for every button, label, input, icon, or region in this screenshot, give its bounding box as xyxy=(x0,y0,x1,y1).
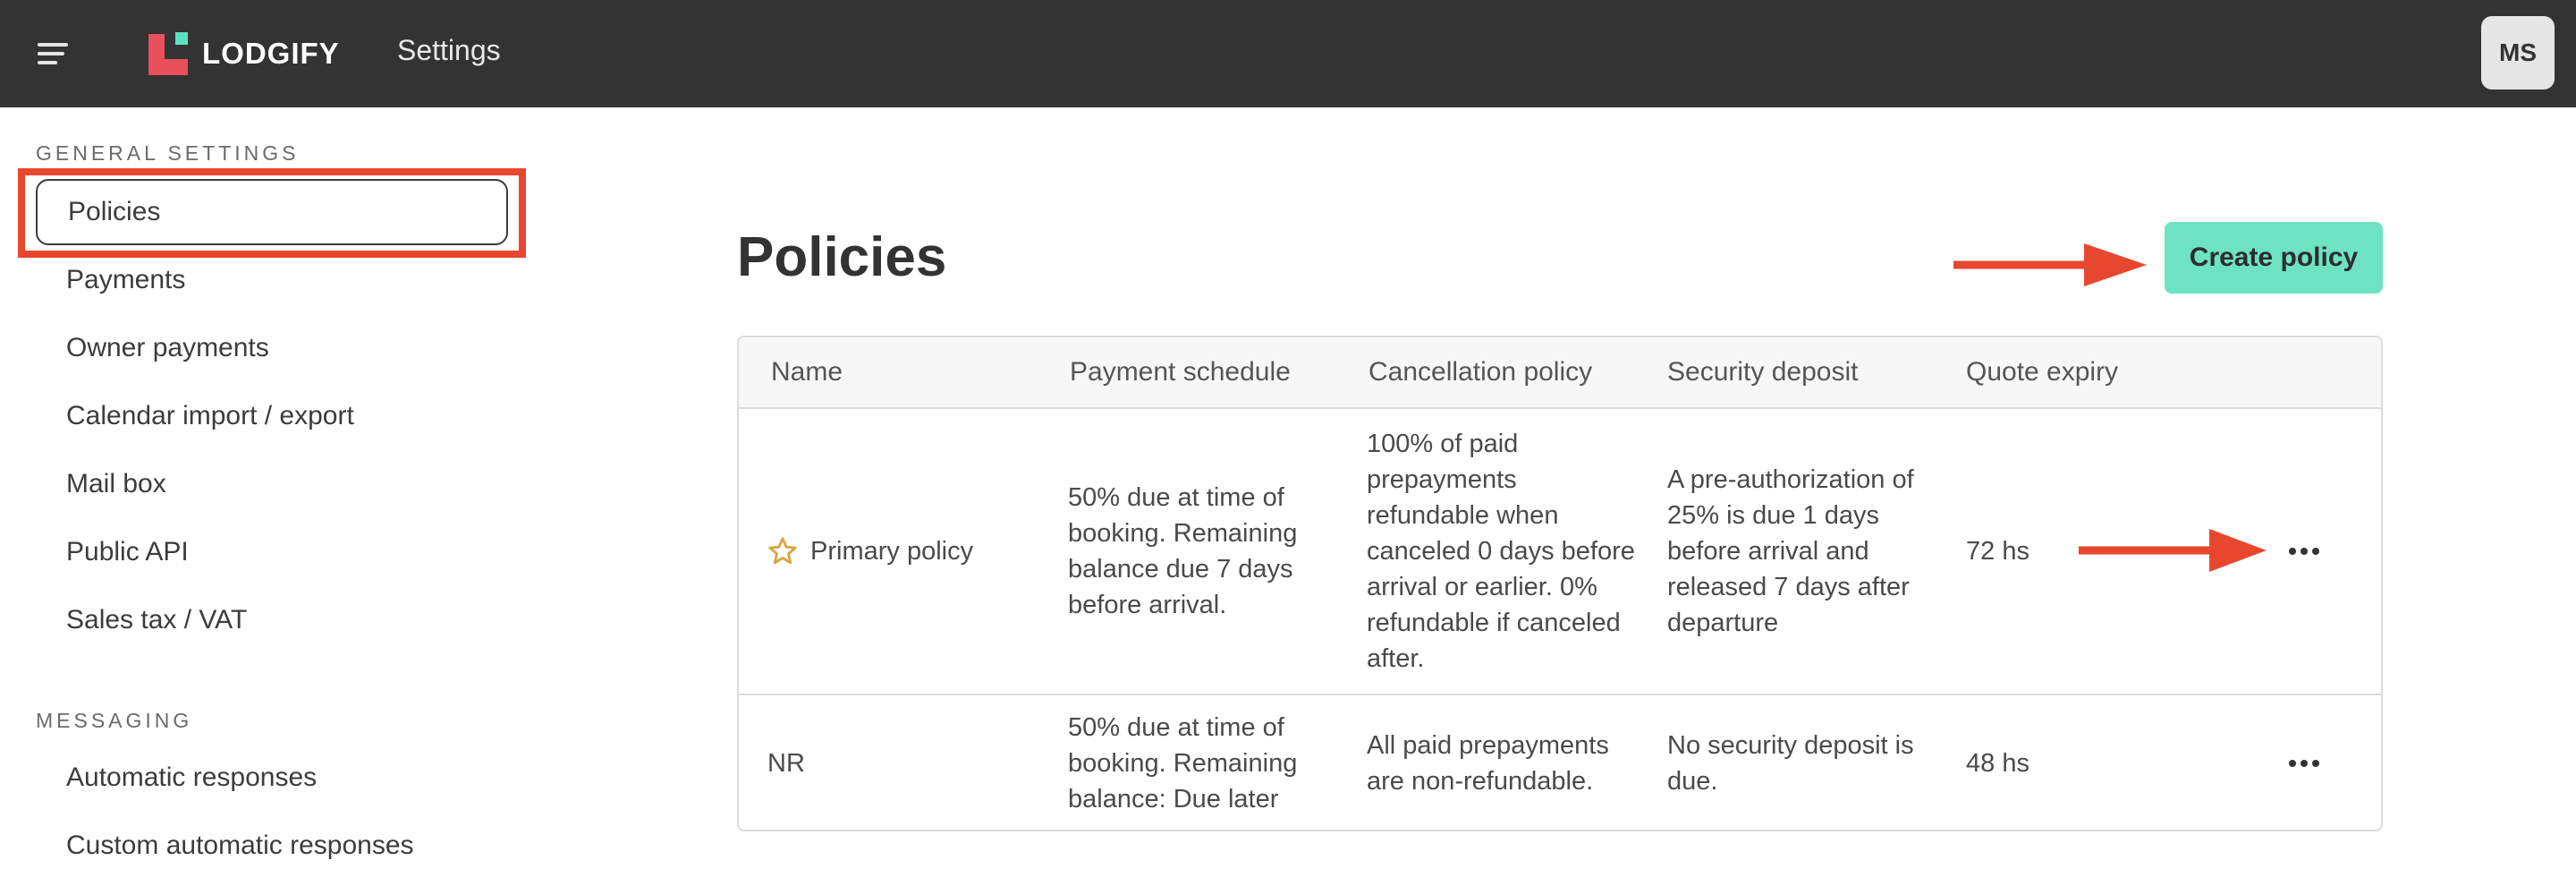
policies-table xyxy=(737,336,2383,831)
column-header-name[interactable]: Name xyxy=(771,357,843,387)
column-header-quote-expiry[interactable]: Quote expiry xyxy=(1966,357,2119,387)
sidebar-item-owner-payments[interactable]: Owner payments xyxy=(66,333,269,362)
payment-schedule-text: 50% due at time of booking. Remaining balance due 7 days before arrival. xyxy=(1068,483,1298,619)
annotation-highlight-box xyxy=(18,168,526,258)
lodgify-logo[interactable] xyxy=(148,32,340,75)
page-title: Policies xyxy=(737,226,947,288)
security-deposit-text: A pre-authorization of 25% is due 1 days before arrival and released 7 days after departure xyxy=(1667,465,1914,637)
sidebar-item-sales-tax-vat[interactable]: Sales tax / VAT xyxy=(66,605,248,635)
sidebar-item-automatic-responses[interactable]: Automatic responses xyxy=(66,762,318,792)
annotation-arrow-create xyxy=(1950,240,2150,290)
logo-text: LODGIFY xyxy=(202,37,340,70)
star-icon[interactable] xyxy=(767,536,798,567)
annotation-arrow-more xyxy=(2075,525,2270,575)
sidebar-item-policies[interactable]: Policies xyxy=(36,179,508,245)
quote-expiry-cell xyxy=(1966,409,2029,694)
general-settings-heading: GENERAL SETTINGS xyxy=(36,141,300,165)
cancellation-policy-cell xyxy=(1367,409,1646,694)
policy-name-cell xyxy=(767,409,973,694)
table-header xyxy=(739,337,2381,409)
more-options-icon[interactable] xyxy=(2286,533,2322,569)
policy-name-cell xyxy=(767,695,805,831)
table-row[interactable] xyxy=(739,695,2381,831)
payment-schedule-text: 50% due at time of booking. Remaining balance: Due later xyxy=(1068,713,1298,814)
quote-expiry-text: 72 hs xyxy=(1966,537,2029,566)
column-header-security-deposit[interactable]: Security deposit xyxy=(1667,357,1859,387)
more-options-icon[interactable] xyxy=(2286,745,2322,781)
sidebar-item-public-api[interactable]: Public API xyxy=(66,537,189,567)
column-header-payment-schedule[interactable]: Payment schedule xyxy=(1070,357,1291,387)
quote-expiry-cell xyxy=(1966,695,2029,831)
top-bar xyxy=(0,0,2576,107)
quote-expiry-text: 48 hs xyxy=(1966,749,2029,778)
sidebar-item-payments[interactable]: Payments xyxy=(66,265,186,294)
page-section-title: Settings xyxy=(397,34,501,66)
payment-schedule-cell xyxy=(1068,409,1336,694)
cancellation-policy-cell xyxy=(1367,695,1646,831)
sidebar-item-mail-box[interactable]: Mail box xyxy=(66,469,166,498)
security-deposit-cell xyxy=(1667,695,1945,831)
lodgify-logo-icon xyxy=(148,32,190,75)
table-row[interactable] xyxy=(739,409,2381,695)
policy-name: Primary policy xyxy=(810,537,974,566)
security-deposit-cell xyxy=(1667,409,1945,694)
sidebar-item-calendar-import-export[interactable]: Calendar import / export xyxy=(66,401,354,430)
security-deposit-text: No security deposit is due. xyxy=(1667,731,1914,796)
payment-schedule-cell xyxy=(1068,695,1336,831)
messaging-heading: MESSAGING xyxy=(36,709,193,732)
policy-name: NR xyxy=(767,749,805,778)
hamburger-menu-icon[interactable] xyxy=(38,41,68,66)
sidebar-item-custom-automatic-responses[interactable]: Custom automatic responses xyxy=(66,831,414,860)
cancellation-policy-text: 100% of paid prepayments refundable when canceled 0 days before arrival or earlier. 0% refundable if canceled after. xyxy=(1367,430,1635,673)
cancellation-policy-text: All paid prepayments are non-refundable. xyxy=(1367,731,1609,796)
user-avatar[interactable]: MS xyxy=(2481,16,2555,89)
column-header-cancellation-policy[interactable]: Cancellation policy xyxy=(1368,357,1593,387)
create-policy-button[interactable]: Create policy xyxy=(2165,222,2383,294)
